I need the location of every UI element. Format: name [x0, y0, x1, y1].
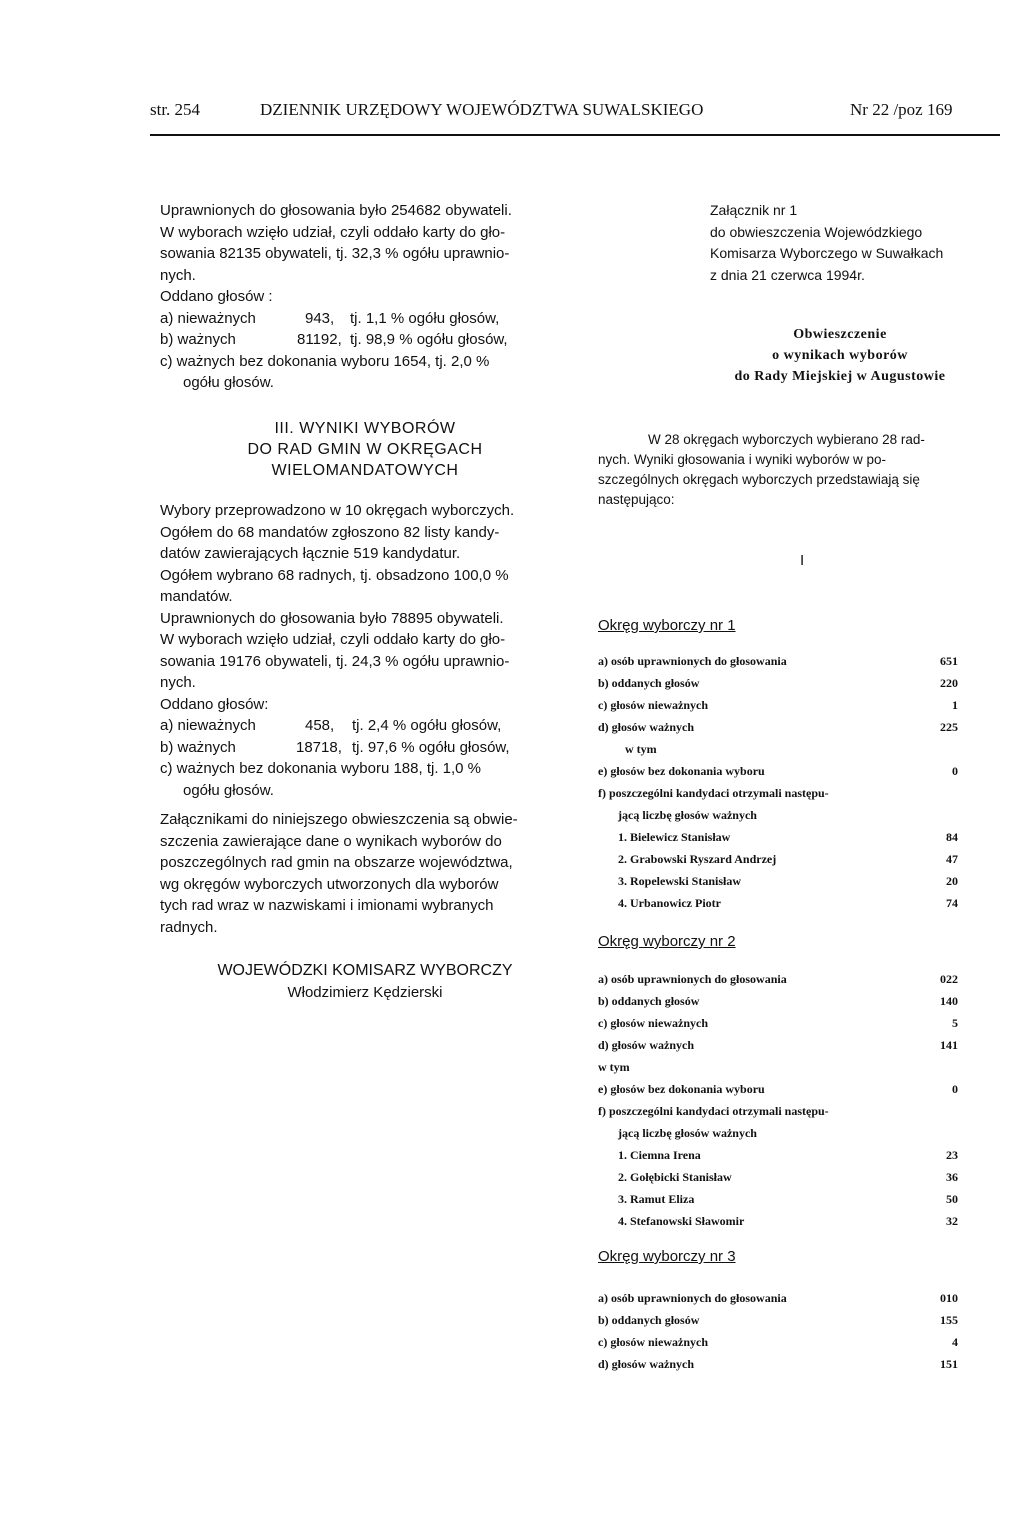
district-row: c) głosów nieważnych 5 — [598, 1016, 958, 1030]
district-title: Okręg wyborczy nr 3 — [598, 1248, 736, 1265]
district-row: b) oddanych głosów 220 — [598, 676, 958, 690]
district-row: w tym — [598, 1060, 630, 1074]
vote-label: a) nieważnych — [160, 717, 256, 734]
candidate-row: 4. Stefanowski Sławomir 32 — [618, 1214, 958, 1228]
vote-row — [160, 737, 570, 759]
text-line: W 28 okręgach wyborczych wybierano 28 rad- — [648, 432, 925, 447]
candidate-row: 4. Urbanowicz Piotr 74 — [618, 896, 958, 910]
vote-label: a) nieważnych — [160, 309, 256, 327]
district-row: a) osób uprawnionych do głosowania 651 — [598, 654, 958, 668]
text-line: następująco: — [598, 492, 675, 507]
candidate-row: 3. Ramut Eliza 50 — [618, 1192, 958, 1206]
vote-label: b) ważnych — [160, 331, 236, 348]
text-line: Załącznikami do niniejszego obwieszczenia są obwie- — [160, 811, 518, 828]
text-line: poszczególnych rad gmin na obszarze województwa, — [160, 854, 513, 871]
left-body — [160, 500, 570, 938]
district-row: e) głosów bez dokonania wyboru 0 — [598, 1082, 958, 1096]
vote-count: 458, — [305, 717, 335, 734]
page-number: str. 254 — [150, 100, 201, 119]
text-line: szczególnych okręgach wyborczych przedstawiają się — [598, 472, 920, 487]
candidate-row: 1. Bielewicz Stanisław 84 — [618, 830, 958, 844]
text-line: Ogółem do 68 mandatów zgłoszono 82 listy kandy- — [160, 523, 500, 541]
text-line: Wybory przeprowadzono w 10 okręgach wyborczych. — [160, 502, 515, 519]
text-line: ogółu głosów. — [183, 374, 274, 391]
candidate-row: 1. Ciemna Irena 23 — [618, 1148, 958, 1162]
district-row: f) poszczególni kandydaci otrzymali następu- — [598, 1104, 829, 1118]
vote-percent: tj. 98,9 % ogółu głosów, — [350, 331, 508, 348]
text-line: szczenia zawierające dane o wynikach wyborów do — [160, 832, 502, 850]
text-line: wg okręgów wyborczych utworzonych dla wyborów — [160, 875, 499, 893]
district-title: Okręg wyborczy nr 1 — [598, 617, 736, 634]
text-line: radnych. — [160, 918, 218, 936]
annex-header — [710, 200, 1010, 286]
text-line: W wyborach wzięło udział, czyli oddało karty do gło- — [160, 631, 506, 648]
district-row: e) głosów bez dokonania wyboru 0 — [598, 764, 958, 778]
district-2 — [598, 933, 958, 1236]
district-row: c) głosów nieważnych 1 — [598, 698, 958, 712]
signature-title: WOJEWÓDZKI KOMISARZ WYBORCZY — [217, 962, 513, 979]
district-row: a) osób uprawnionych do głosowania 010 — [598, 1291, 958, 1305]
text-line: ogółu głosów. — [183, 781, 274, 799]
page-header — [150, 100, 1000, 130]
section-title-line: III. WYNIKI WYBORÓW — [274, 420, 456, 437]
notice-line: Obwieszczenie — [793, 327, 887, 342]
section-title-line: WIELOMANDATOWYCH — [271, 462, 459, 479]
annex-line: Załącznik nr 1 — [710, 202, 798, 218]
vote-percent: tj. 2,4 % ogółu głosów, — [352, 717, 502, 734]
right-intro — [598, 430, 1008, 510]
text-line: sowania 82135 obywateli, tj. 32,3 % ogółu uprawnio- — [160, 245, 510, 262]
district-row: d) głosów ważnych 225 — [598, 720, 958, 734]
annex-line: Komisarza Wyborczego w Suwałkach — [710, 245, 944, 261]
district-title: Okręg wyborczy nr 2 — [598, 933, 736, 950]
text-line: nych. — [160, 674, 196, 691]
candidate-row: 2. Gołębicki Stanisław 36 — [618, 1170, 958, 1184]
roman-numeral: I — [800, 552, 805, 569]
candidate-row: 2. Grabowski Ryszard Andrzej 47 — [618, 852, 958, 866]
vote-percent: tj. 1,1 % ogółu głosów, — [350, 309, 500, 327]
district-row: jącą liczbę głosów ważnych — [618, 1126, 757, 1140]
district-row: d) głosów ważnych 151 — [598, 1357, 958, 1371]
text-line: nych. — [160, 266, 196, 284]
vote-label: b) ważnych — [160, 738, 236, 756]
district-row: a) osób uprawnionych do głosowania 022 — [598, 972, 958, 986]
district-row: b) oddanych głosów 155 — [598, 1313, 958, 1327]
district-row: f) poszczególni kandydaci otrzymali następu- — [598, 786, 829, 800]
signature — [160, 960, 570, 1004]
text-line: tych rad wraz w nazwiskami i imionami wybranych — [160, 897, 494, 914]
district-3 — [598, 1248, 958, 1379]
text-line: Oddano głosów : — [160, 288, 273, 305]
candidate-row: 3. Ropelewski Stanisław 20 — [618, 874, 958, 888]
vote-count: 81192, — [297, 331, 342, 348]
annex-line: do obwieszczenia Wojewódzkiego — [710, 223, 923, 240]
district-1 — [598, 617, 958, 918]
district-row: d) głosów ważnych 141 — [598, 1038, 958, 1052]
vote-count: 18718, — [296, 738, 342, 756]
district-row: jącą liczbę głosów ważnych — [618, 808, 757, 822]
text-line: W wyborach wzięło udział, czyli oddało karty do gło- — [160, 223, 506, 241]
section-title-line: DO RAD GMIN W OKRĘGACH — [247, 441, 483, 458]
notice-line: do Rady Miejskiej w Augustowie — [734, 369, 946, 384]
text-line: datów zawierających łącznie 519 kandydatur. — [160, 545, 461, 562]
text-line: c) ważnych bez dokonania wyboru 1654, tj. 2,0 % — [160, 352, 490, 370]
signature-name: Włodzimierz Kędzierski — [287, 984, 443, 1001]
text-line: mandatów. — [160, 588, 233, 605]
vote-row — [160, 715, 570, 737]
district-row: w tym — [625, 742, 657, 756]
vote-row — [160, 308, 570, 330]
left-intro — [160, 200, 570, 394]
text-line: Ogółem wybrano 68 radnych, tj. obsadzono 100,0 % — [160, 566, 509, 584]
district-row: b) oddanych głosów 140 — [598, 994, 958, 1008]
vote-row — [160, 329, 570, 351]
vote-count: 943, — [305, 309, 335, 327]
header-rule — [150, 134, 1000, 136]
text-line: Uprawnionych do głosowania było 78895 obywateli. — [160, 609, 504, 627]
text-line: Oddano głosów: — [160, 695, 269, 713]
vote-percent: tj. 97,6 % ogółu głosów, — [352, 738, 510, 756]
text-line: sowania 19176 obywateli, tj. 24,3 % ogółu uprawnio- — [160, 652, 510, 670]
annex-line: z dnia 21 czerwca 1994r. — [710, 266, 865, 283]
text-line: c) ważnych bez dokonania wyboru 188, tj. 1,0 % — [160, 760, 482, 777]
text-line: nych. Wyniki głosowania i wyniki wyborów w po- — [598, 452, 886, 467]
journal-title: DZIENNIK URZĘDOWY WOJEWÓDZTWA SUWALSKIEGO — [260, 100, 704, 119]
district-row: c) głosów nieważnych 4 — [598, 1335, 958, 1349]
notice-title — [680, 324, 1000, 387]
notice-line: o wynikach wyborów — [772, 348, 908, 363]
text-line: Uprawnionych do głosowania było 254682 obywateli. — [160, 202, 512, 219]
issue-number: Nr 22 /poz 169 — [850, 100, 953, 119]
section-title — [160, 418, 570, 481]
